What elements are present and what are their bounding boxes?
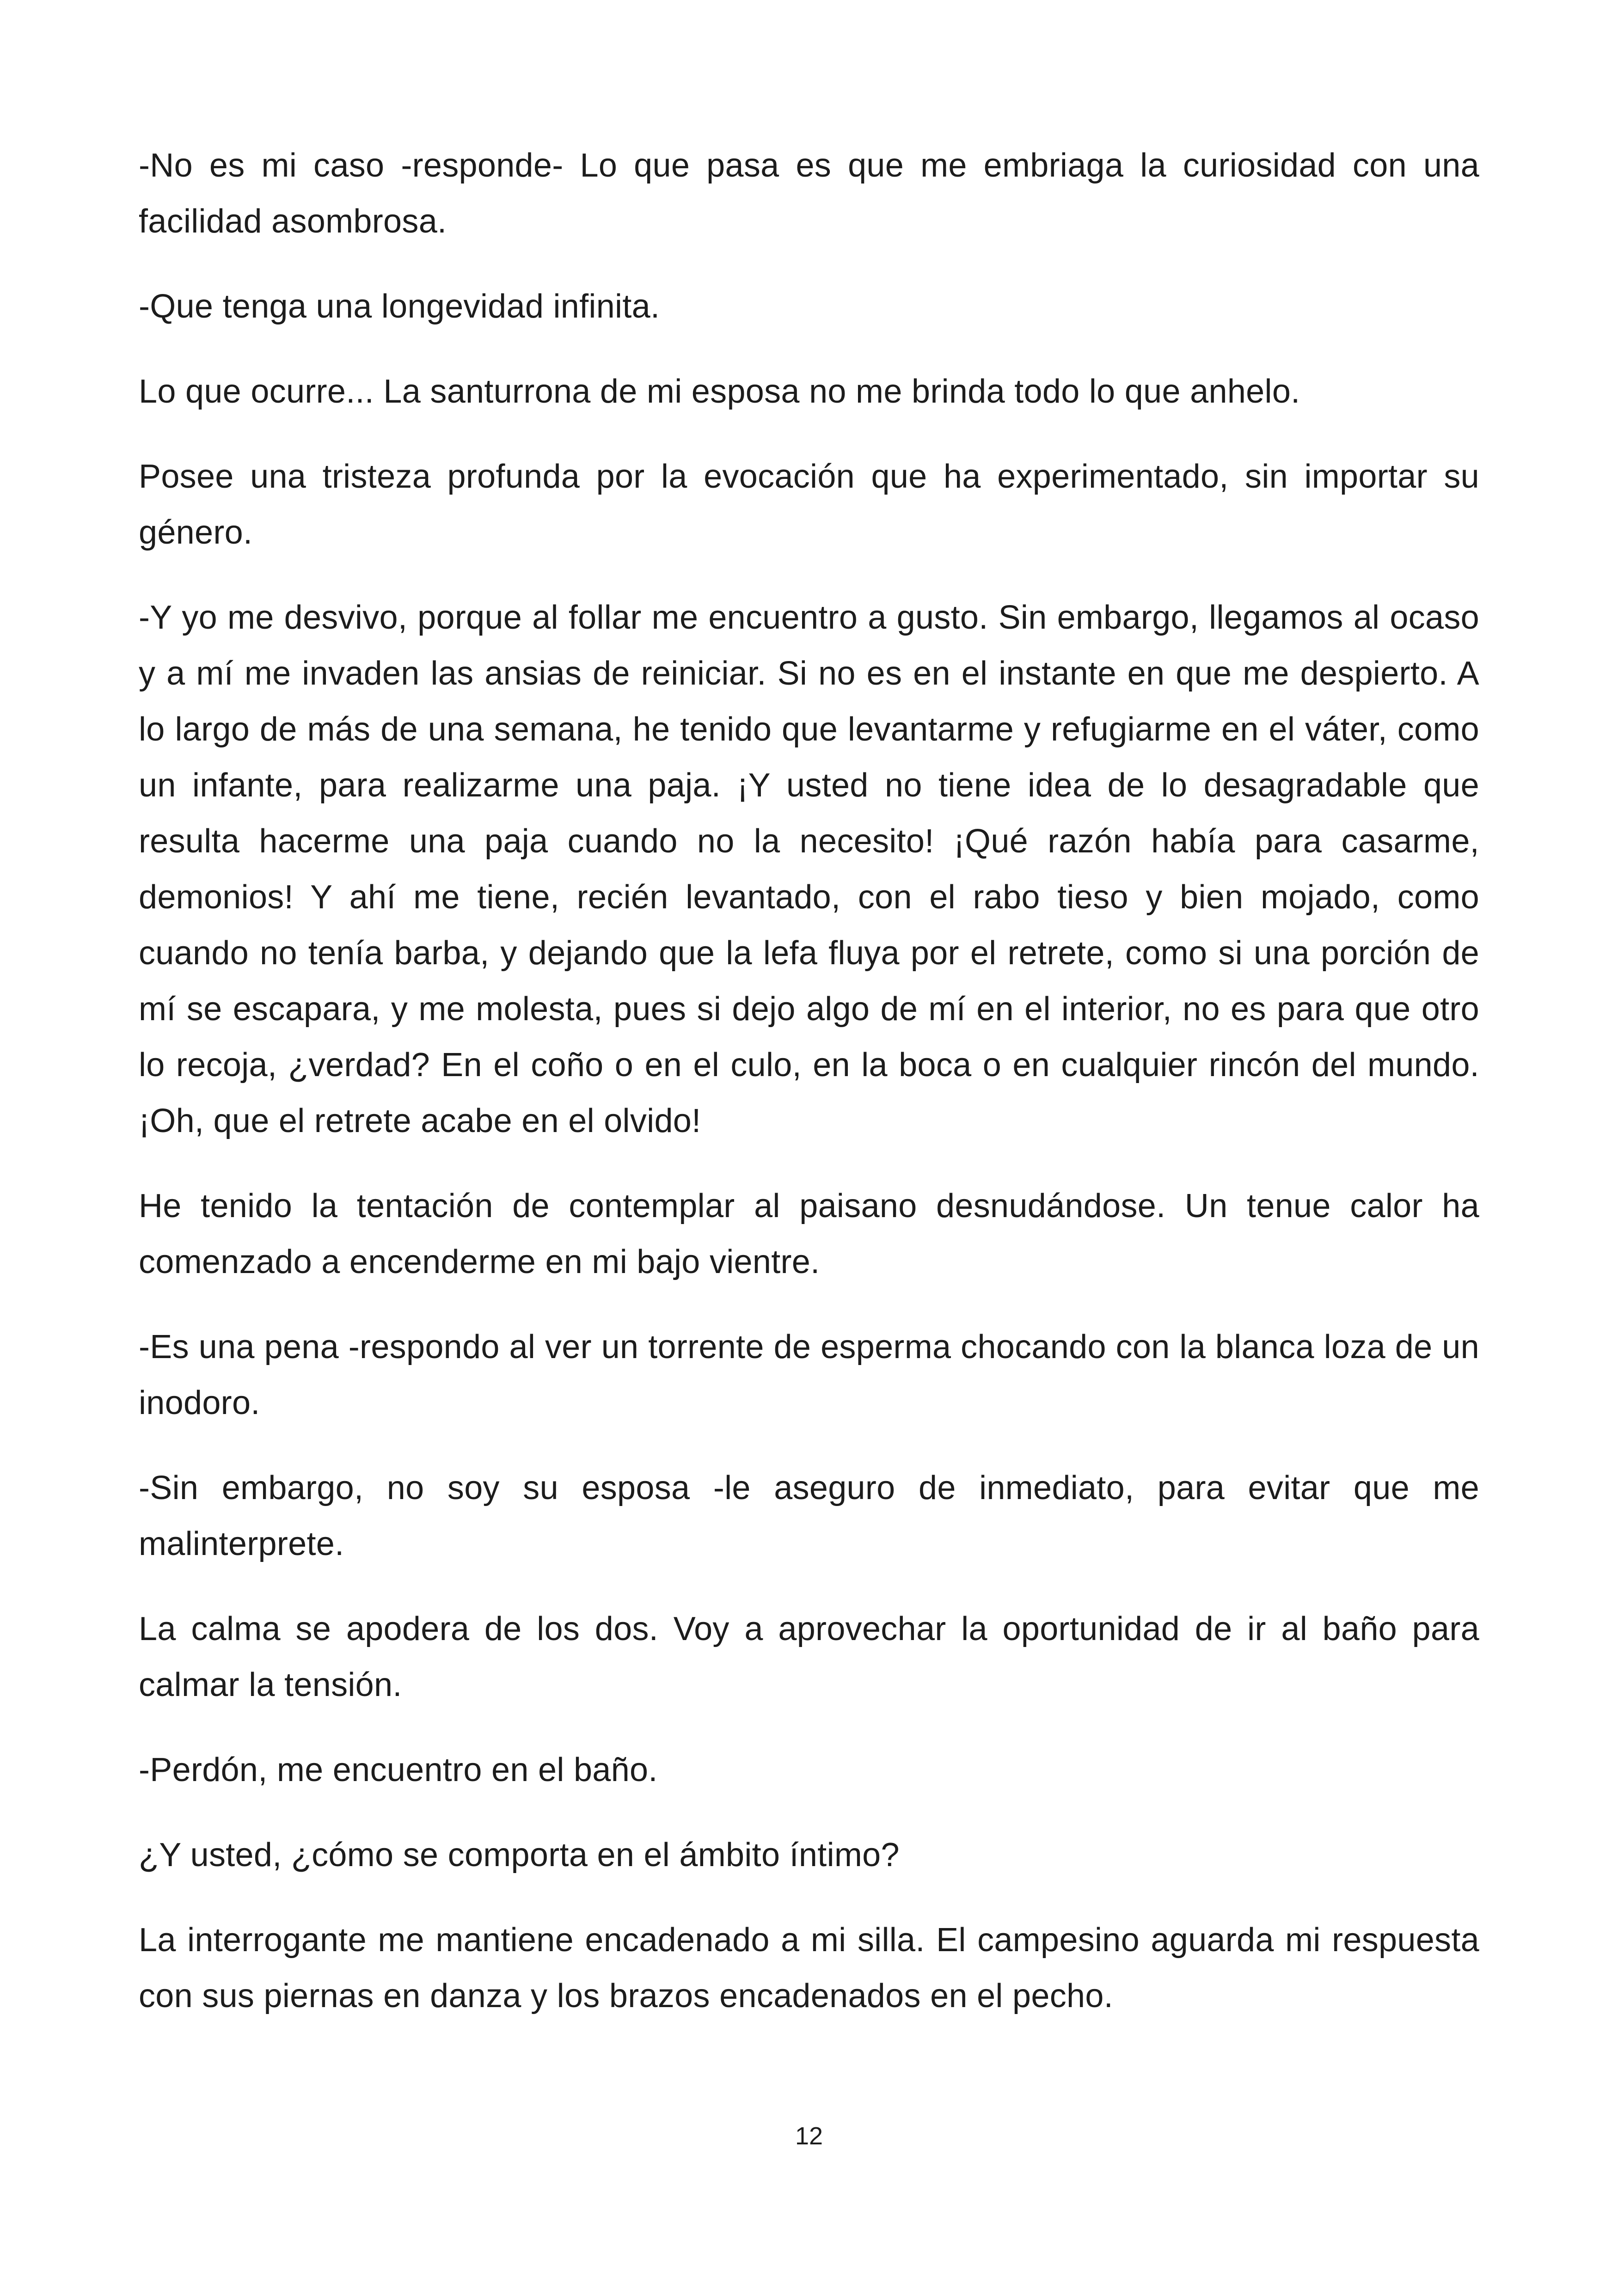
paragraph: -Que tenga una longevidad infinita.	[139, 288, 660, 325]
paragraph: -Es una pena -respondo al ver un torrente de esperma chocando con la blanca loza de un inodoro.	[139, 1329, 1479, 1421]
paragraph: -No es mi caso -responde- Lo que pasa es que me embriaga la curiosidad con una facilidad asombrosa.	[139, 147, 1479, 240]
paragraph: He tenido la tentación de contemplar al paisano desnudándose. Un tenue calor ha comenzado a encenderme en mi bajo vientre.	[139, 1188, 1479, 1280]
body-text	[139, 138, 1479, 2053]
paragraph: Lo que ocurre... La santurrona de mi esposa no me brinda todo lo que anhelo.	[139, 373, 1300, 410]
paragraph: ¿Y usted, ¿cómo se comporta en el ámbito íntimo?	[139, 1837, 900, 1874]
paragraph: -Sin embargo, no soy su esposa -le aseguro de inmediato, para evitar que me malinterprete.	[139, 1469, 1479, 1562]
paragraph: -Perdón, me encuentro en el baño.	[139, 1751, 658, 1788]
paragraph: La calma se apodera de los dos. Voy a aprovechar la oportunidad de ir al baño para calmar la tensión.	[139, 1610, 1479, 1703]
paragraph: La interrogante me mantiene encadenado a mi silla. El campesino aguarda mi respuesta con sus piernas en danza y los brazos encadenados en el pecho.	[139, 1922, 1479, 2014]
page-number: 12	[795, 2122, 823, 2150]
paragraph: -Y yo me desvivo, porque al follar me encuentro a gusto. Sin embargo, llegamos al ocaso y a mí me invaden las ansias de reiniciar. Si no es en el instante en que me despierto. A lo largo de más de una semana, he tenido que levantarme y refugiarme en el váter, como un infante, para realizarme una paja. ¡Y usted no tiene idea de lo desagradable que resulta hacerme una paja cuando no la necesito! ¡Qué razón había para casarme, demonios! Y ahí me tiene, recién levantado, con el rabo tieso y bien mojado, como cuando no tenía barba, y dejando que la lefa fluya por el retrete, como si una porción de mí se escapara, y me molesta, pues si dejo algo de mí en el interior, no es para que otro lo recoja, ¿verdad? En el coño o en el culo, en la boca o en cualquier rincón del mundo. ¡Oh, que el retrete acabe en el olvido!	[139, 599, 1479, 1139]
paragraph: Posee una tristeza profunda por la evocación que ha experimentado, sin importar su género.	[139, 458, 1479, 551]
